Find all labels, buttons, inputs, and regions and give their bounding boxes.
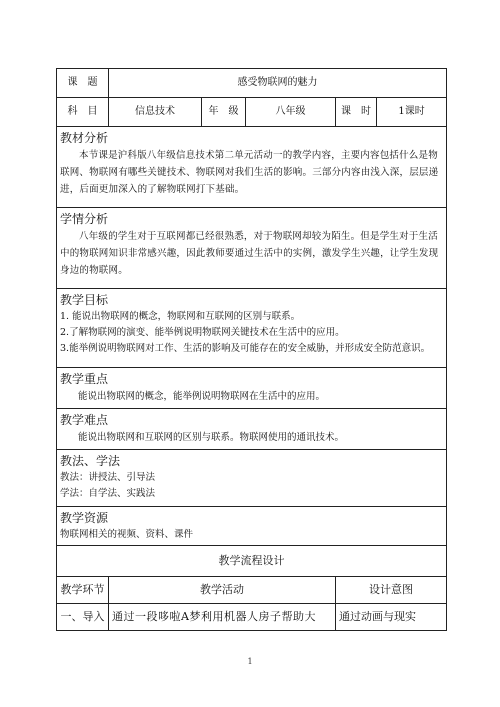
- resources-title: 教学资源: [60, 511, 109, 525]
- col-activity-header: 教学活动: [109, 577, 336, 604]
- analysis-text: 本节课是沪科版八年级信息技术第二单元活动一的教学内容，主要内容包括什么是物联网、物联网有哪些关键技术、物联网对我们生活的影响。三部分内容由浅入深，层层递进，后面更加深入的了解物联网打下基础。: [60, 150, 439, 195]
- goal-item-1: 1. 能说出物联网的概念，物联网和互联网的区别与联系。: [60, 311, 301, 322]
- student-row: [57, 208, 447, 289]
- difficult-cell: [57, 409, 447, 450]
- resources-row: [57, 507, 447, 546]
- goals-title: 教学目标: [60, 293, 109, 307]
- key-text: 能说出物联网的概念，能举例说明物联网在生活中的应用。: [78, 391, 326, 402]
- col-intent-header: 设计意图: [336, 577, 447, 604]
- lesson-plan-sheet: [56, 68, 446, 631]
- resources-text: 物联网相关的视频、资料、课件: [60, 529, 194, 540]
- flow-row-intro: [57, 604, 447, 631]
- grade-label: 年 级: [202, 98, 246, 127]
- method-learn: 学法：自学法、实践法: [60, 488, 156, 499]
- flow-title: 教学流程设计: [57, 546, 447, 577]
- difficult-title: 教学难点: [60, 413, 109, 427]
- flow-title-row: [57, 546, 447, 577]
- goal-item-3: 3.能举例说明物联网对工作、生活的影响及可能存在的安全威胁，并形成安全防范意识。: [60, 343, 431, 354]
- difficult-text: 能说出物联网和互联网的区别与联系。物联网使用的通讯技术。: [78, 432, 345, 443]
- key-row: [57, 368, 447, 409]
- resources-cell: [57, 507, 447, 546]
- topic-label: 课 题: [57, 69, 109, 98]
- subject-label: 科 目: [57, 98, 109, 127]
- grade-value: 八年级: [246, 98, 336, 127]
- hours-value: 1课时: [377, 98, 447, 127]
- methods-cell: [57, 450, 447, 507]
- page-number: 1: [247, 657, 253, 666]
- topic-row: [57, 69, 447, 98]
- key-cell: [57, 368, 447, 409]
- student-title: 学情分析: [60, 212, 109, 226]
- hours-label: 课 时: [336, 98, 377, 127]
- topic-value: 感受物联网的魅力: [109, 69, 447, 98]
- methods-title: 教法、学法: [60, 454, 121, 468]
- analysis-title: 教材分析: [60, 131, 109, 145]
- row1-stage: 一、导入: [57, 604, 109, 631]
- methods-row: [57, 450, 447, 507]
- analysis-row: [57, 127, 447, 208]
- student-cell: [57, 208, 447, 289]
- subject-value: 信息技术: [109, 98, 202, 127]
- row1-intent: 通过动画与现实: [336, 604, 447, 631]
- goals-cell: [57, 289, 447, 368]
- row1-activity: 通过一段哆啦A梦利用机器人房子帮助大: [109, 604, 336, 631]
- key-title: 教学重点: [60, 372, 109, 386]
- goal-item-2: 2.了解物联网的演变、能举例说明物联网关键技术在生活中的应用。: [60, 327, 345, 338]
- col-stage-header: 教学环节: [57, 577, 109, 604]
- difficult-row: [57, 409, 447, 450]
- analysis-cell: [57, 127, 447, 208]
- lesson-plan-table: [56, 68, 447, 631]
- flow-header-row: [57, 577, 447, 604]
- subject-row: [57, 98, 447, 127]
- student-text: 八年级的学生对于互联网都已经很熟悉，对于物联网却较为陌生。但是学生对于生活中的物联网知识非常感兴趣，因此教师要通过生活中的实例，激发学生兴趣，让学生发现身边的物联网。: [60, 231, 439, 276]
- method-teach: 教法：讲授法、引导法: [60, 472, 156, 483]
- goals-row: [57, 289, 447, 368]
